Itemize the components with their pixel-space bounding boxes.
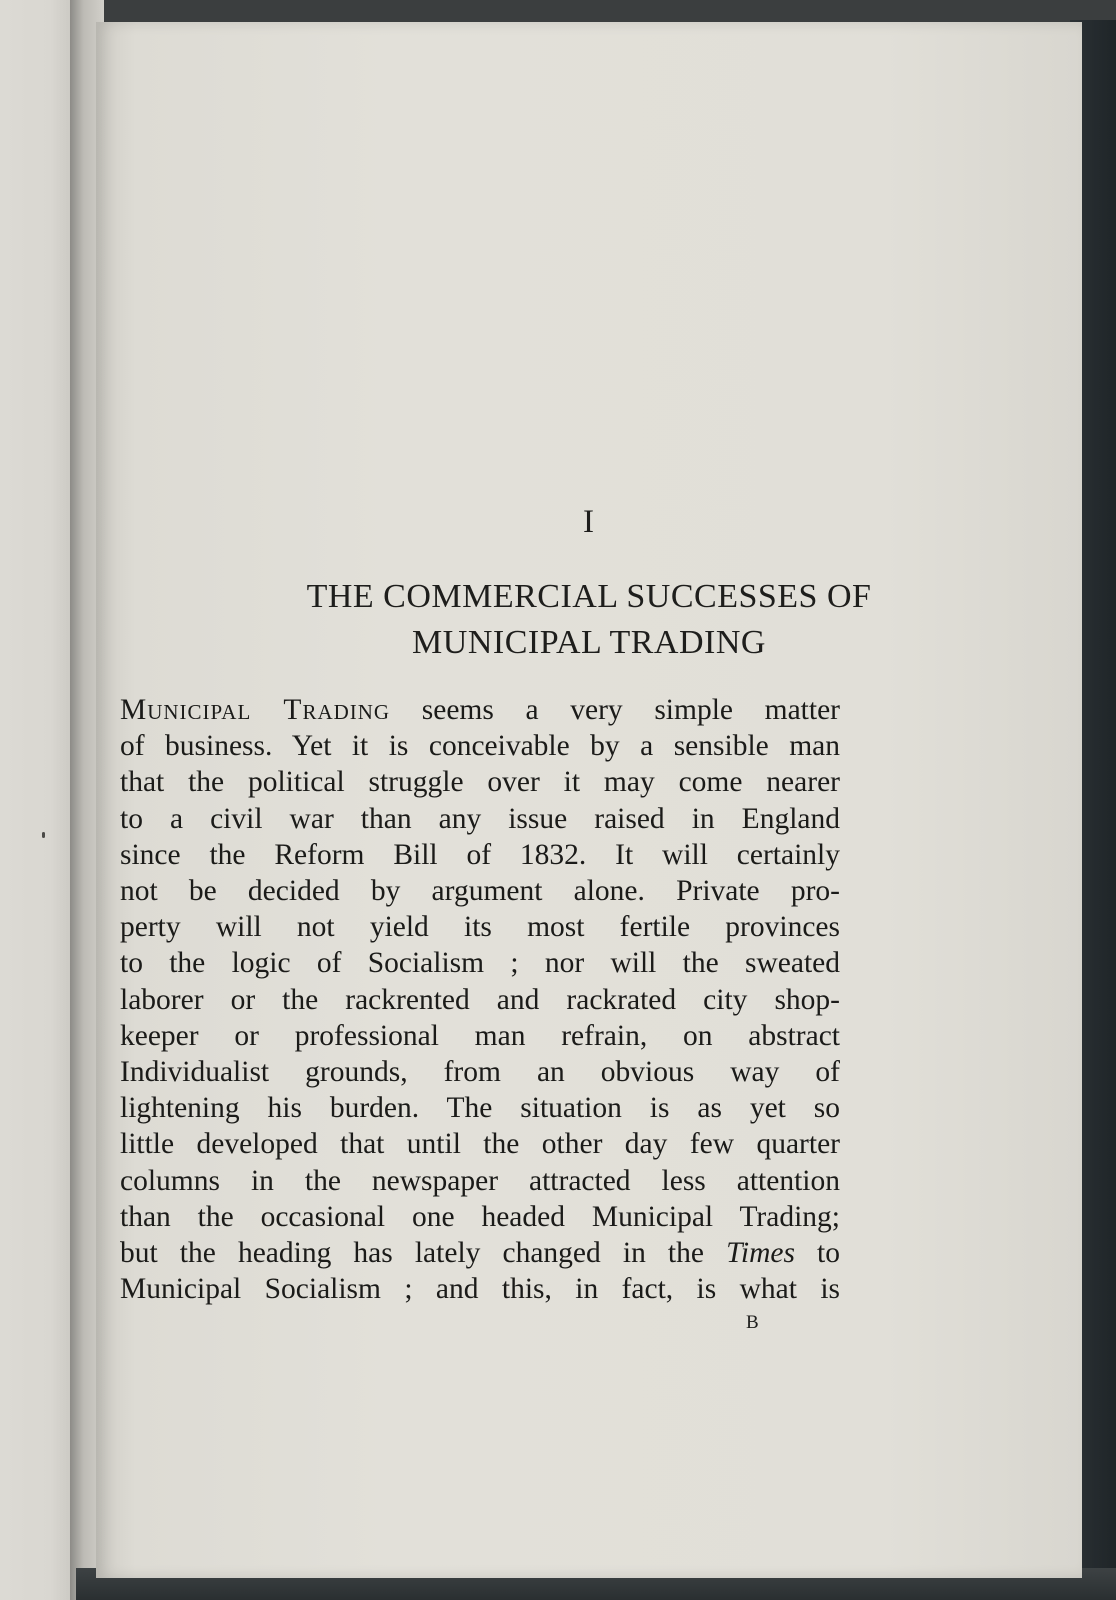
body-line: that the political struggle over it may come nearer [120,766,840,799]
chapter-title-line-1: THE COMMERCIAL SUCCESSES OF [306,578,872,615]
body-line: not be decided by argument alone. Private pro- [120,875,840,908]
opening-words: Municipal Trading [120,694,391,726]
chapter-number: I [583,504,595,540]
body-line: keeper or professional man refrain, on abstract [120,1019,840,1052]
body-line: laborer or the rackrented and rackrated city shop- [120,983,840,1016]
book-page [96,22,1082,1578]
paper-speck [42,832,45,838]
body-line: to the logic of Socialism ; nor will the sweated [120,947,840,980]
body-line: since the Reform Bill of 1832. It will certainly [120,838,840,871]
body-line: of business. Yet it is conceivable by a sensible man [120,730,840,763]
italic-times: Times [726,1237,795,1270]
signature-mark: B [746,1312,759,1333]
body-line: little developed that until the other day few quarter [120,1128,840,1161]
body-line: perty will not yield its most fertile provinces [120,911,840,944]
body-line: than the occasional one headed Municipal Trading; [120,1200,840,1233]
body-line: Individualist grounds, from an obvious way of [120,1056,840,1089]
show-through [236,162,966,492]
body-line: Municipal Socialism ; and this, in fact, is what is [120,1273,840,1306]
body-line: columns in the newspaper attracted less attention [120,1164,840,1197]
body-text [120,692,840,1307]
chapter-title [156,574,1022,666]
body-line: to a civil war than any issue raised in England [120,802,840,835]
chapter-title-line-2: MUNICIPAL TRADING [412,624,766,661]
body-line: Municipal Trading seems a very simple matter [120,694,840,726]
body-line: but the heading has lately changed in the Times to [120,1237,841,1270]
body-line: lightening his burden. The situation is as yet so [120,1092,840,1125]
